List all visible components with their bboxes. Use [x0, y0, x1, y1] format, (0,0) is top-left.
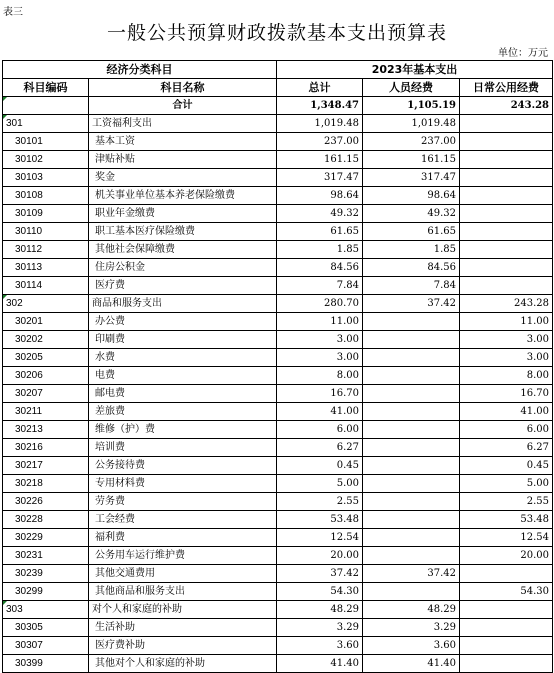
- header-code: 科目编码: [3, 79, 89, 97]
- row-code: 30207: [3, 385, 89, 403]
- row-daily: [460, 619, 553, 637]
- row-daily: [460, 205, 553, 223]
- row-personnel: 41.40: [363, 655, 460, 673]
- table-row: [3, 151, 553, 169]
- row-total: 11.00: [277, 313, 363, 331]
- row-name: 职业年金缴费: [89, 205, 277, 223]
- row-name: 劳务费: [89, 493, 277, 511]
- row-total: 53.48: [277, 511, 363, 529]
- row-personnel: 3.60: [363, 637, 460, 655]
- total-total: 1,348.47: [277, 97, 363, 115]
- row-name: 培训费: [89, 439, 277, 457]
- row-code: 30213: [3, 421, 89, 439]
- row-total: 16.70: [277, 385, 363, 403]
- row-code: 30217: [3, 457, 89, 475]
- row-daily: [460, 277, 553, 295]
- row-code: 30216: [3, 439, 89, 457]
- row-code: 30218: [3, 475, 89, 493]
- row-daily: 3.00: [460, 349, 553, 367]
- table-row: [3, 259, 553, 277]
- row-name: 奖金: [89, 169, 277, 187]
- row-code: 30109: [3, 205, 89, 223]
- total-daily: 243.28: [460, 97, 553, 115]
- row-name: 医疗费: [89, 277, 277, 295]
- row-code: 30231: [3, 547, 89, 565]
- table-row: [3, 547, 553, 565]
- table-row: [3, 241, 553, 259]
- row-personnel: [363, 547, 460, 565]
- row-daily: 54.30: [460, 583, 553, 601]
- table-row: [3, 601, 553, 619]
- row-daily: 2.55: [460, 493, 553, 511]
- row-name: 住房公积金: [89, 259, 277, 277]
- row-personnel: [363, 511, 460, 529]
- row-personnel: 237.00: [363, 133, 460, 151]
- row-daily: 41.00: [460, 403, 553, 421]
- total-code-cell: [3, 97, 89, 115]
- row-total: 161.15: [277, 151, 363, 169]
- row-total: 6.27: [277, 439, 363, 457]
- total-personnel: 1,105.19: [363, 97, 460, 115]
- row-personnel: 1.85: [363, 241, 460, 259]
- table-row: [3, 457, 553, 475]
- row-name: 维修（护）费: [89, 421, 277, 439]
- table-row: [3, 637, 553, 655]
- header-row-group: [3, 61, 553, 79]
- row-name: 职工基本医疗保险缴费: [89, 223, 277, 241]
- row-daily: 20.00: [460, 547, 553, 565]
- row-daily: [460, 241, 553, 259]
- header-name: 科目名称: [89, 79, 277, 97]
- total-label: 合计: [89, 97, 277, 115]
- table-row: [3, 439, 553, 457]
- row-name: 办公费: [89, 313, 277, 331]
- row-daily: [460, 169, 553, 187]
- row-personnel: 84.56: [363, 259, 460, 277]
- row-total: 5.00: [277, 475, 363, 493]
- row-personnel: [363, 475, 460, 493]
- row-name: 差旅费: [89, 403, 277, 421]
- row-daily: [460, 133, 553, 151]
- row-total: 3.29: [277, 619, 363, 637]
- row-name: 其他交通费用: [89, 565, 277, 583]
- row-code: 30399: [3, 655, 89, 673]
- row-daily: [460, 637, 553, 655]
- row-daily: 11.00: [460, 313, 553, 331]
- row-name: 工资福利支出: [89, 115, 277, 133]
- row-personnel: 317.47: [363, 169, 460, 187]
- row-total: 48.29: [277, 601, 363, 619]
- table-row: [3, 133, 553, 151]
- row-code: 30205: [3, 349, 89, 367]
- row-name: 邮电费: [89, 385, 277, 403]
- table-row: [3, 295, 553, 313]
- table-row: [3, 511, 553, 529]
- row-name: 其他对个人和家庭的补助: [89, 655, 277, 673]
- row-daily: 243.28: [460, 295, 553, 313]
- row-code: 30299: [3, 583, 89, 601]
- row-personnel: [363, 457, 460, 475]
- row-personnel: [363, 529, 460, 547]
- row-code: 30239: [3, 565, 89, 583]
- row-total: 3.00: [277, 331, 363, 349]
- row-name: 机关事业单位基本养老保险缴费: [89, 187, 277, 205]
- header-basic-expenditure: 2023年基本支出: [277, 61, 553, 79]
- table-row: [3, 385, 553, 403]
- row-total: 8.00: [277, 367, 363, 385]
- row-name: 其他社会保障缴费: [89, 241, 277, 259]
- table-row: [3, 205, 553, 223]
- row-daily: [460, 115, 553, 133]
- row-code: 303: [3, 601, 89, 619]
- row-daily: [460, 655, 553, 673]
- row-daily: [460, 259, 553, 277]
- row-personnel: [363, 313, 460, 331]
- row-name: 津贴补贴: [89, 151, 277, 169]
- row-total: 20.00: [277, 547, 363, 565]
- row-daily: 6.00: [460, 421, 553, 439]
- row-code: 30305: [3, 619, 89, 637]
- row-daily: [460, 223, 553, 241]
- table-row: [3, 583, 553, 601]
- row-code: 30108: [3, 187, 89, 205]
- table-row: [3, 187, 553, 205]
- row-personnel: 48.29: [363, 601, 460, 619]
- table-row: [3, 367, 553, 385]
- row-personnel: [363, 439, 460, 457]
- header-daily: 日常公用经费: [460, 79, 553, 97]
- row-name: 基本工资: [89, 133, 277, 151]
- row-name: 医疗费补助: [89, 637, 277, 655]
- row-total: 12.54: [277, 529, 363, 547]
- header-personnel: 人员经费: [363, 79, 460, 97]
- row-total: 1.85: [277, 241, 363, 259]
- row-personnel: [363, 385, 460, 403]
- table-row: [3, 421, 553, 439]
- row-personnel: [363, 421, 460, 439]
- row-code: 30102: [3, 151, 89, 169]
- table-row: [3, 565, 553, 583]
- row-personnel: 49.32: [363, 205, 460, 223]
- row-code: 30206: [3, 367, 89, 385]
- row-code: 30202: [3, 331, 89, 349]
- page-title: 一般公共预算财政拨款基本支出预算表: [106, 22, 447, 44]
- row-personnel: 37.42: [363, 565, 460, 583]
- row-daily: 12.54: [460, 529, 553, 547]
- table-row: [3, 493, 553, 511]
- row-total: 41.00: [277, 403, 363, 421]
- table-row: [3, 529, 553, 547]
- table-row: [3, 619, 553, 637]
- row-total: 3.00: [277, 349, 363, 367]
- row-code: 30226: [3, 493, 89, 511]
- row-total: 37.42: [277, 565, 363, 583]
- header-total: 总计: [277, 79, 363, 97]
- row-daily: 53.48: [460, 511, 553, 529]
- row-daily: [460, 601, 553, 619]
- row-name: 电费: [89, 367, 277, 385]
- row-code: 30229: [3, 529, 89, 547]
- row-total: 280.70: [277, 295, 363, 313]
- table-row: [3, 331, 553, 349]
- row-total: 6.00: [277, 421, 363, 439]
- row-total: 3.60: [277, 637, 363, 655]
- row-code: 30211: [3, 403, 89, 421]
- row-total: 84.56: [277, 259, 363, 277]
- row-personnel: [363, 583, 460, 601]
- row-name: 印刷费: [89, 331, 277, 349]
- table-number-label: 表三: [3, 7, 23, 18]
- row-personnel: 1,019.48: [363, 115, 460, 133]
- row-total: 61.65: [277, 223, 363, 241]
- budget-table: [2, 60, 553, 673]
- row-personnel: [363, 367, 460, 385]
- row-daily: 16.70: [460, 385, 553, 403]
- row-daily: 5.00: [460, 475, 553, 493]
- row-code: 30103: [3, 169, 89, 187]
- table-row: [3, 403, 553, 421]
- row-code: 30228: [3, 511, 89, 529]
- row-personnel: 37.42: [363, 295, 460, 313]
- row-daily: 0.45: [460, 457, 553, 475]
- row-name: 水费: [89, 349, 277, 367]
- row-total: 41.40: [277, 655, 363, 673]
- row-personnel: [363, 349, 460, 367]
- row-code: 30112: [3, 241, 89, 259]
- header-row-columns: [3, 79, 553, 97]
- row-personnel: 161.15: [363, 151, 460, 169]
- row-daily: [460, 151, 553, 169]
- table-row: [3, 349, 553, 367]
- table-row: [3, 223, 553, 241]
- row-total: 317.47: [277, 169, 363, 187]
- row-personnel: 3.29: [363, 619, 460, 637]
- row-code: 30114: [3, 277, 89, 295]
- row-name: 专用材料费: [89, 475, 277, 493]
- row-total: 1,019.48: [277, 115, 363, 133]
- header-economic-category: 经济分类科目: [3, 61, 277, 79]
- row-code: 30101: [3, 133, 89, 151]
- total-row: [3, 97, 553, 115]
- row-code: 30113: [3, 259, 89, 277]
- row-personnel: [363, 403, 460, 421]
- row-personnel: 7.84: [363, 277, 460, 295]
- row-daily: [460, 187, 553, 205]
- table-row: [3, 115, 553, 133]
- row-code: 30110: [3, 223, 89, 241]
- table-row: [3, 169, 553, 187]
- table-row: [3, 655, 553, 673]
- row-code: 301: [3, 115, 89, 133]
- row-name: 其他商品和服务支出: [89, 583, 277, 601]
- row-name: 对个人和家庭的补助: [89, 601, 277, 619]
- row-total: 49.32: [277, 205, 363, 223]
- row-personnel: 98.64: [363, 187, 460, 205]
- row-total: 0.45: [277, 457, 363, 475]
- row-code: 302: [3, 295, 89, 313]
- row-daily: [460, 565, 553, 583]
- row-total: 2.55: [277, 493, 363, 511]
- row-name: 福利费: [89, 529, 277, 547]
- row-name: 公务接待费: [89, 457, 277, 475]
- unit-label: 单位：万元: [498, 48, 548, 59]
- table-row: [3, 313, 553, 331]
- row-total: 98.64: [277, 187, 363, 205]
- row-name: 商品和服务支出: [89, 295, 277, 313]
- row-daily: 6.27: [460, 439, 553, 457]
- row-code: 30201: [3, 313, 89, 331]
- row-code: 30307: [3, 637, 89, 655]
- row-name: 生活补助: [89, 619, 277, 637]
- row-personnel: [363, 493, 460, 511]
- row-daily: 3.00: [460, 331, 553, 349]
- table-row: [3, 475, 553, 493]
- row-total: 237.00: [277, 133, 363, 151]
- table-row: [3, 277, 553, 295]
- row-personnel: 61.65: [363, 223, 460, 241]
- row-total: 54.30: [277, 583, 363, 601]
- row-daily: 8.00: [460, 367, 553, 385]
- row-name: 工会经费: [89, 511, 277, 529]
- row-total: 7.84: [277, 277, 363, 295]
- row-personnel: [363, 331, 460, 349]
- row-name: 公务用车运行维护费: [89, 547, 277, 565]
